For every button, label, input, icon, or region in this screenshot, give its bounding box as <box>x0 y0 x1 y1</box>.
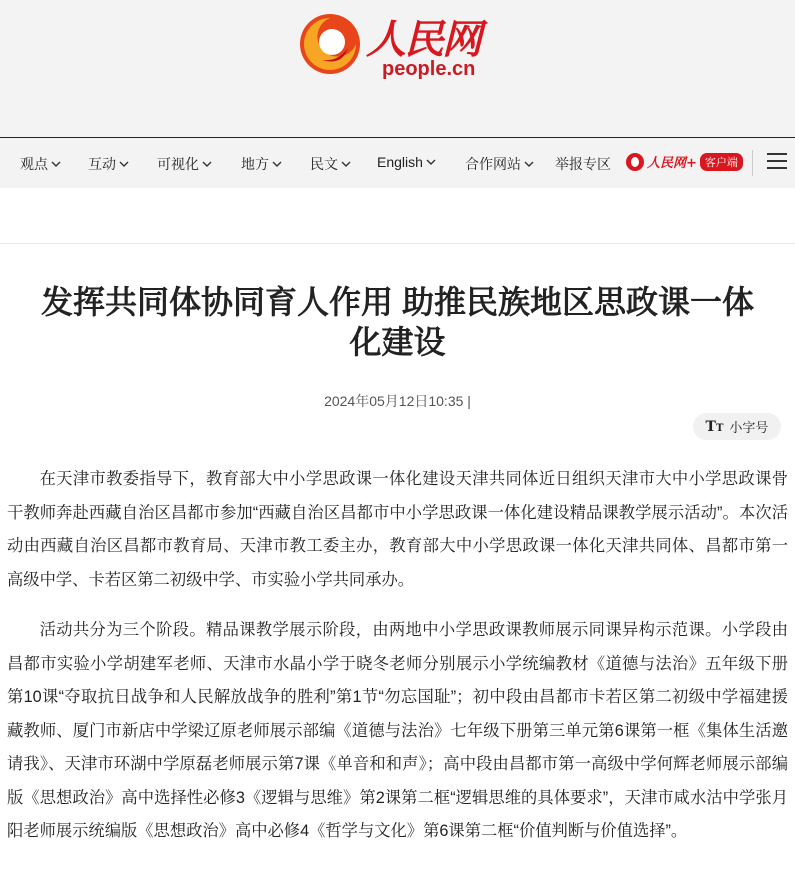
nav-item-local[interactable] <box>241 154 282 174</box>
nav-label: 举报专区 <box>555 156 611 172</box>
article-paragraph: 在天津市教委指导下，教育部大中小学思政课一体化建设天津共同体近日组织天津市大中小学思政课骨干教师奔赴西藏自治区昌都市参加“西藏自治区昌都市中小学思政课一体化建设精品课教学展示活动”。本次活动由西藏自治区昌都市教育局、天津市教工委主办，教育部大中小学思政课一体化天津共同体、昌都市第一高级中学、卡若区第二初级中学、市实验小学共同承办。 <box>7 470 788 589</box>
text-size-icon: TT <box>705 418 724 435</box>
nav-label: 合作网站 <box>465 156 521 172</box>
logo-chinese-text: 人民网 <box>366 16 480 63</box>
article-title <box>0 282 795 362</box>
article-meta: 2024年05月12日10:35 | <box>324 393 471 409</box>
nav-item-visualization[interactable] <box>157 154 212 174</box>
article-title-line-2: 化建设 <box>349 324 446 360</box>
client-name: 人民网+ <box>647 156 697 171</box>
chevron-down-icon <box>524 159 534 169</box>
client-logo-icon <box>626 153 644 171</box>
nav-divider <box>752 150 753 176</box>
nav-item-partner-sites[interactable] <box>465 154 534 174</box>
chevron-down-icon <box>119 159 129 169</box>
nav-label: 地方 <box>241 156 269 172</box>
people-logo[interactable] <box>298 8 498 82</box>
font-size-label: 小字号 <box>729 420 769 435</box>
nav-label: 互动 <box>88 156 116 172</box>
article-body <box>7 463 788 866</box>
nav-item-english[interactable] <box>377 154 436 170</box>
nav-item-opinion[interactable] <box>20 154 61 174</box>
client-badge: 客户端 <box>700 153 743 171</box>
nav-item-interaction[interactable] <box>88 154 129 174</box>
chevron-down-icon <box>341 159 351 169</box>
nav-label: 观点 <box>20 156 48 172</box>
logo-english-text: people.cn <box>382 58 476 80</box>
chevron-down-icon <box>272 159 282 169</box>
font-size-toggle-button[interactable] <box>693 413 781 440</box>
main-nav <box>0 138 795 188</box>
nav-label: 民文 <box>310 156 338 172</box>
nav-label: 可视化 <box>157 156 199 172</box>
chevron-down-icon <box>202 159 212 169</box>
nav-label: English <box>377 154 423 170</box>
chevron-down-icon <box>51 159 61 169</box>
content-divider <box>0 243 795 244</box>
client-app-link[interactable] <box>626 152 743 171</box>
article-paragraph: 活动共分为三个阶段。精品课教学展示阶段，由两地中小学思政课教师展示同课异构示范课。小学段由昌都市实验小学胡建军老师、天津市水晶小学于晓冬老师分别展示小学统编教材《道德与法治》五年级下册第10课“夺取抗日战争和人民解放战争的胜利”第1节“勿忘国耻”；初中段由昌都市卡若区第二初级中学福建援藏教师、厦门市新店中学梁辽原老师展示部编《道德与法治》七年级下册第三单元第6课第一框《集体生活邀请我》、天津市环湖中学原磊老师展示第7课《单音和和声》；高中段由昌都市第一高级中学何辉老师展示部编版《思想政治》高中选择性必修3《逻辑与思维》第2课第二框“逻辑思维的具体要求”，天津市咸水沽中学张月阳老师展示统编版《思想政治》高中必修4《哲学与文化》第6课第二框“价值判断与价值选择”。 <box>7 621 788 840</box>
nav-item-report[interactable] <box>555 154 611 174</box>
menu-icon[interactable] <box>767 153 787 171</box>
article-title-line-1: 发挥共同体协同育人作用 助推民族地区思政课一体 <box>41 284 754 320</box>
chevron-down-icon <box>426 157 436 167</box>
site-header <box>0 0 795 138</box>
logo-emblem-icon <box>298 12 362 76</box>
nav-item-ethnic-languages[interactable] <box>310 154 351 174</box>
